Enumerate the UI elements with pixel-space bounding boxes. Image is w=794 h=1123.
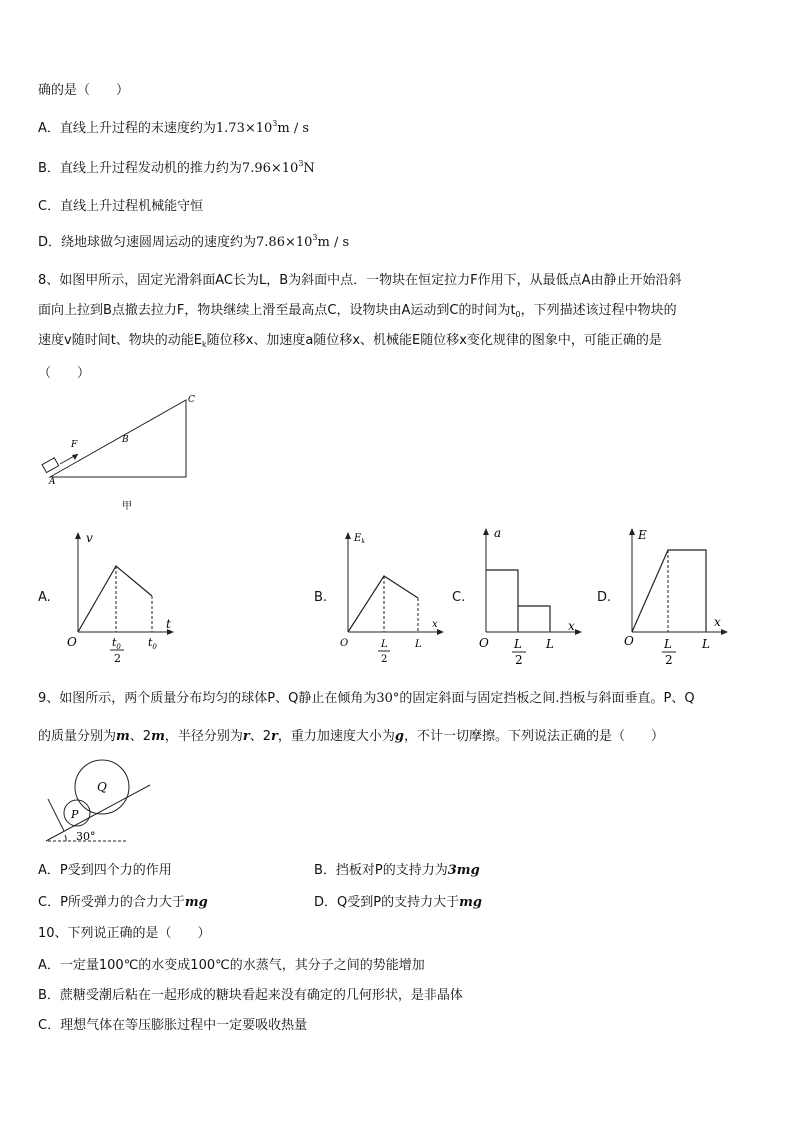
q9-text-segment: 、2 — [249, 729, 271, 744]
q9-text-segment: 的质量分别为 — [38, 729, 117, 744]
q9-stem-line2 — [38, 728, 664, 746]
graph-c-step2 — [518, 606, 550, 632]
svg-text:L: L — [546, 637, 554, 651]
q9-variable: m — [116, 729, 130, 744]
svg-text:30°: 30° — [76, 830, 96, 843]
q9-variable: g — [394, 729, 404, 744]
svg-text:Ek: $E_k$ — [354, 533, 365, 545]
svg-text:O: O — [67, 635, 77, 649]
svg-text:a: a — [494, 526, 502, 540]
q9-text-segment: ，半径分别为 — [164, 729, 243, 744]
q9-text-segment: 、2 — [129, 729, 152, 744]
q8-graph-a — [62, 528, 182, 668]
svg-text:O: O — [624, 634, 634, 648]
q8-option-a-label[interactable]: A. — [38, 590, 51, 605]
q10-stem: 10、下列说正确的是（ ） — [38, 926, 211, 941]
svg-text:2: 2 — [114, 652, 121, 665]
svg-text:x: x — [432, 619, 438, 630]
svg-text:t0: $t_0$ — [148, 636, 157, 651]
q9-variable: r — [242, 729, 250, 744]
q9-option-b[interactable]: B．挡板对P的支持力为3mg — [314, 863, 480, 878]
arrow-up-icon — [345, 532, 351, 539]
arrow-right-icon — [437, 629, 444, 635]
figure-caption: 甲 — [122, 501, 132, 512]
label-c: C — [188, 395, 195, 405]
q7-option-a[interactable] — [38, 120, 309, 138]
arrow-right-icon — [575, 629, 582, 635]
svg-text:2: 2 — [665, 653, 673, 667]
baffle-line — [48, 799, 64, 831]
q8-stem-line4: （ ） — [38, 366, 91, 381]
q7-option-b-value: $7.96\times 10^3N$ — [241, 159, 315, 176]
q8-stem-line2: 面向上拉到B点撤去拉力F，物块继续上滑至最高点C，设物块由A运动到C的时间为$t_0$，下列描述该过程中物块的 — [38, 303, 677, 319]
q7-stem-tail: 确的是（ ） — [38, 83, 130, 98]
q8-option-b-label[interactable]: B. — [314, 590, 328, 605]
q8-graph-b — [336, 528, 448, 668]
arrow-up-icon — [629, 528, 635, 535]
svg-text:L: L — [381, 639, 388, 650]
graph-b-curve — [348, 576, 418, 632]
q7-option-d-value: $7.86\times 10^3m / s$ — [256, 233, 350, 250]
q8-stem-line1: 8、如图甲所示，固定光滑斜面AC长为L，B为斜面中点．一物块在恒定拉力F作用下，从最低点A由静止开始沿斜 — [38, 273, 682, 288]
svg-text:L: L — [415, 639, 422, 650]
q10-option-a[interactable]: A．一定量100℃的水变成100℃的水蒸气，其分子之间的势能增加 — [38, 958, 425, 973]
q9-spheres-figure — [38, 755, 168, 847]
svg-text:L: L — [664, 637, 672, 651]
graph-c-step1 — [486, 570, 518, 632]
label-f: F — [71, 440, 78, 450]
q9-option-d[interactable]: D．Q受到P的支持力大于mg — [314, 895, 482, 910]
q10-option-c[interactable]: C．理想气体在等压膨胀过程中一定要吸收热量 — [38, 1018, 308, 1033]
q9-text-segment: ，不计一切摩擦。下列说法正确的是（ ） — [403, 729, 664, 744]
q7-option-c[interactable]: C．直线上升过程机械能守恒 — [38, 199, 204, 214]
q7-option-d-prefix: D．绕地球做匀速圆周运动的速度约为 — [38, 235, 257, 250]
arrow-up-icon — [75, 532, 81, 539]
svg-text:t0: $t_0$ — [112, 636, 121, 651]
q7-option-d[interactable] — [38, 234, 349, 252]
graph-a-curve — [78, 566, 152, 632]
q9-option-a[interactable]: A．P受到四个力的作用 — [38, 863, 172, 878]
label-a: A — [49, 477, 56, 487]
graph-d-curve — [632, 550, 706, 632]
q8-option-d-label[interactable]: D. — [597, 590, 612, 605]
svg-text:L: L — [702, 637, 710, 651]
q9-variable: m — [151, 729, 165, 744]
q8-incline-figure — [38, 390, 208, 515]
svg-text:O: O — [479, 636, 489, 650]
q9-option-c[interactable]: C．P所受弹力的合力大于mg — [38, 895, 208, 910]
q9-text-segment: ，重力加速度大小为 — [277, 729, 395, 744]
svg-text:O: O — [340, 638, 349, 649]
q9-variable: r — [270, 729, 278, 744]
q8-graph-c — [474, 522, 586, 668]
label-b: B — [122, 435, 129, 445]
arrow-right-icon — [721, 629, 728, 635]
q7-option-a-prefix: A．直线上升过程的末速度约为 — [38, 121, 216, 136]
svg-text:t: t — [166, 617, 171, 631]
q8-stem-line3: 速度v随时间t、物块的动能$E_k$随位移x、加速度a随位移x、机械能E随位移x变化规律的图象中，可能正确的是 — [38, 333, 662, 349]
svg-text:E: E — [638, 528, 647, 542]
arrow-up-icon — [483, 528, 489, 535]
q8-graph-d — [620, 524, 732, 668]
svg-text:P: P — [71, 808, 79, 821]
svg-text:v: v — [86, 531, 93, 545]
q7-option-b[interactable] — [38, 160, 315, 178]
q7-option-a-value: $1.73\times 10^3m / s$ — [215, 119, 310, 136]
q9-stem-line1: 9、如图所示，两个质量分布均匀的球体P、Q静止在倾角为30°的固定斜面与固定挡板之间.挡板与斜面垂直。P、Q — [38, 691, 695, 706]
svg-text:x: x — [568, 619, 575, 633]
svg-text:2: 2 — [381, 654, 388, 665]
q10-option-b[interactable]: B．蔗糖受潮后粘在一起形成的糖块看起来没有确定的几何形状，是非晶体 — [38, 988, 463, 1003]
svg-text:Q: Q — [97, 780, 107, 794]
q7-option-b-prefix: B．直线上升过程发动机的推力约为 — [38, 161, 242, 176]
svg-text:2: 2 — [515, 653, 523, 667]
q8-option-c-label[interactable]: C. — [452, 590, 466, 605]
svg-text:L: L — [514, 637, 522, 651]
svg-text:x: x — [714, 615, 721, 629]
block-icon — [42, 458, 59, 473]
